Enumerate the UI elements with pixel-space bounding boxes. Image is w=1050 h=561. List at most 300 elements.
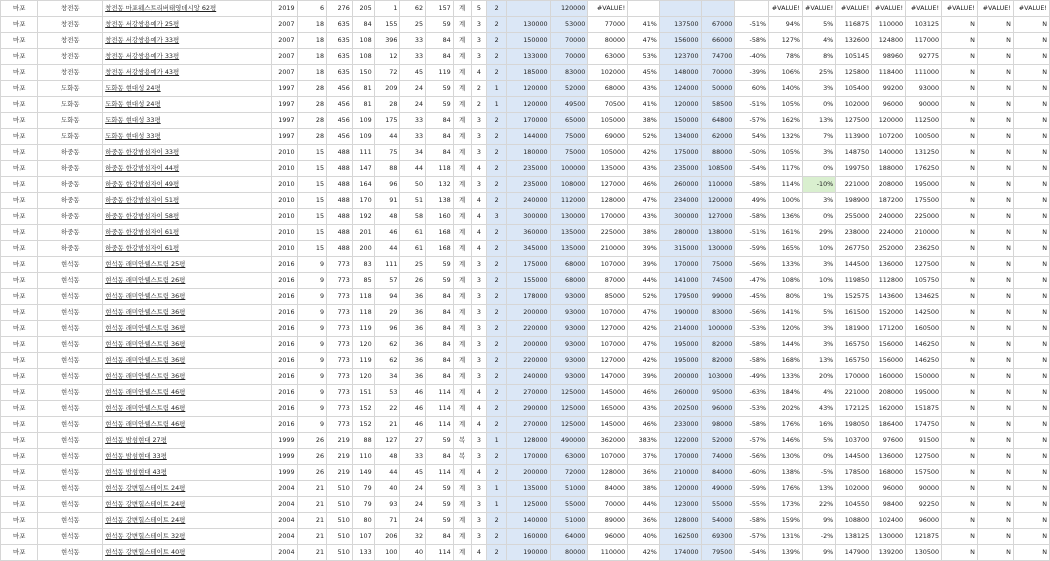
table-cell[interactable]: 2	[487, 529, 507, 545]
table-cell[interactable]: 21	[297, 497, 327, 513]
table-cell[interactable]: -58%	[735, 177, 769, 193]
table-cell[interactable]: 96000	[872, 97, 906, 113]
table-cell[interactable]: 80000	[550, 545, 588, 561]
table-cell[interactable]: 44	[374, 241, 400, 257]
table-cell[interactable]: 60%	[735, 81, 769, 97]
table-cell[interactable]: N	[942, 481, 978, 497]
table-cell[interactable]: 현석동 강변힐스테이트 24평	[103, 513, 271, 529]
table-cell[interactable]: 29%	[803, 225, 836, 241]
table-cell[interactable]: N	[942, 497, 978, 513]
table-cell[interactable]: 2010	[271, 209, 297, 225]
table-cell[interactable]: 15	[297, 209, 327, 225]
table-cell[interactable]: 136000	[872, 449, 906, 465]
table-cell[interactable]: 71	[374, 513, 400, 529]
table-cell[interactable]: 83000	[550, 65, 588, 81]
table-cell[interactable]: 132600	[836, 33, 872, 49]
table-cell[interactable]: 1999	[271, 433, 297, 449]
table-cell[interactable]: 계	[453, 289, 471, 305]
table-cell[interactable]: 198050	[836, 417, 872, 433]
table-cell[interactable]: 83	[352, 257, 374, 273]
table-cell[interactable]: 120000	[507, 81, 551, 97]
table-cell[interactable]: 4	[471, 241, 487, 257]
table-cell[interactable]: 117000	[906, 33, 942, 49]
table-cell[interactable]: 106%	[769, 65, 803, 81]
table-cell[interactable]: 2	[487, 145, 507, 161]
table-cell[interactable]: 178000	[507, 289, 551, 305]
table-cell[interactable]: -51%	[735, 225, 769, 241]
table-cell[interactable]: 219	[327, 449, 353, 465]
table-cell[interactable]: 75	[374, 145, 400, 161]
table-cell[interactable]: N	[942, 353, 978, 369]
table-cell[interactable]: 210000	[588, 241, 628, 257]
table-cell[interactable]: 하중동 한강밤섬자이 61평	[103, 241, 271, 257]
table-cell[interactable]: 33	[400, 33, 426, 49]
table-cell[interactable]: 151875	[906, 401, 942, 417]
table-cell[interactable]: N	[1013, 225, 1049, 241]
table-cell[interactable]: 70500	[588, 97, 628, 113]
table-cell[interactable]: 59	[426, 97, 454, 113]
table-cell[interactable]: 3	[471, 113, 487, 129]
table-cell[interactable]	[701, 1, 735, 17]
table-cell[interactable]: 2010	[271, 145, 297, 161]
table-cell[interactable]: 175000	[659, 145, 701, 161]
table-cell[interactable]: 3	[471, 129, 487, 145]
table-cell[interactable]: #VALUE!	[1013, 1, 1049, 17]
table-cell[interactable]: 173%	[769, 497, 803, 513]
table-cell[interactable]: 3	[471, 513, 487, 529]
table-cell[interactable]: 240000	[507, 193, 551, 209]
table-cell[interactable]: N	[942, 417, 978, 433]
table-cell[interactable]: 70000	[550, 33, 588, 49]
table-cell[interactable]: 마포	[1, 49, 38, 65]
table-cell[interactable]: 29	[374, 305, 400, 321]
table-cell[interactable]: N	[977, 449, 1013, 465]
table-cell[interactable]: 계	[453, 305, 471, 321]
table-cell[interactable]: 148000	[659, 65, 701, 81]
table-cell[interactable]: 2	[487, 65, 507, 81]
table-cell[interactable]: 138%	[769, 465, 803, 481]
table-cell[interactable]: 99200	[872, 81, 906, 97]
table-cell[interactable]: 3	[471, 289, 487, 305]
table-cell[interactable]: N	[977, 97, 1013, 113]
table-cell[interactable]: N	[1013, 97, 1049, 113]
table-cell[interactable]: N	[942, 273, 978, 289]
table-cell[interactable]: 150	[352, 65, 374, 81]
table-cell[interactable]: 5	[471, 1, 487, 17]
table-cell[interactable]: 복	[453, 449, 471, 465]
table-cell[interactable]: 2016	[271, 273, 297, 289]
table-cell[interactable]: N	[1013, 113, 1049, 129]
table-cell[interactable]: 107000	[588, 257, 628, 273]
table-cell[interactable]: 174000	[659, 545, 701, 561]
table-cell[interactable]: 현석동	[38, 353, 103, 369]
table-cell[interactable]: 2007	[271, 49, 297, 65]
table-cell[interactable]: 0%	[803, 97, 836, 113]
table-cell[interactable]: 현석동 밤섬현대 43평	[103, 465, 271, 481]
table-cell[interactable]: 28	[374, 97, 400, 113]
table-cell[interactable]: 110000	[872, 17, 906, 33]
table-cell[interactable]: 현석동	[38, 337, 103, 353]
table-cell[interactable]: 3%	[803, 321, 836, 337]
table-cell[interactable]: 64800	[701, 113, 735, 129]
table-cell[interactable]: 84	[426, 33, 454, 49]
table-cell[interactable]: 1	[487, 97, 507, 113]
table-cell[interactable]: 마포	[1, 305, 38, 321]
table-cell[interactable]: 68000	[588, 81, 628, 97]
table-cell[interactable]: 도화동 현대성 33평	[103, 113, 271, 129]
table-cell[interactable]: 현석동	[38, 481, 103, 497]
table-cell[interactable]: N	[942, 49, 978, 65]
table-cell[interactable]: 계	[453, 17, 471, 33]
table-cell[interactable]: 15	[297, 145, 327, 161]
table-cell[interactable]: N	[942, 385, 978, 401]
table-cell[interactable]: 9	[297, 337, 327, 353]
table-cell[interactable]: N	[1013, 465, 1049, 481]
table-cell[interactable]: N	[977, 161, 1013, 177]
table-cell[interactable]: 46	[400, 385, 426, 401]
table-cell[interactable]: -47%	[735, 273, 769, 289]
table-cell[interactable]: 195000	[659, 353, 701, 369]
table-cell[interactable]: 18	[297, 17, 327, 33]
table-cell[interactable]: 24	[400, 81, 426, 97]
table-cell[interactable]: -51%	[735, 97, 769, 113]
table-cell[interactable]: 123000	[659, 497, 701, 513]
table-cell[interactable]: 59	[426, 497, 454, 513]
table-cell[interactable]: 2016	[271, 353, 297, 369]
table-cell[interactable]: 창전동 서강쌍용예가 25평	[103, 17, 271, 33]
table-cell[interactable]: 210000	[659, 465, 701, 481]
table-cell[interactable]: 121875	[906, 529, 942, 545]
table-cell[interactable]: 하중동 한강밤섬자이 44평	[103, 161, 271, 177]
table-cell[interactable]: 44%	[628, 497, 660, 513]
table-cell[interactable]: 300000	[659, 209, 701, 225]
table-cell[interactable]: 52000	[701, 433, 735, 449]
table-cell[interactable]: 현석동	[38, 369, 103, 385]
table-cell[interactable]: 40%	[628, 529, 660, 545]
table-cell[interactable]: 98000	[701, 417, 735, 433]
table-cell[interactable]: N	[1013, 273, 1049, 289]
table-cell[interactable]: N	[942, 209, 978, 225]
table-cell[interactable]: 3%	[803, 257, 836, 273]
table-cell[interactable]: 205	[352, 1, 374, 17]
table-cell[interactable]: 마포	[1, 545, 38, 561]
table-cell[interactable]: 44	[374, 465, 400, 481]
table-cell[interactable]: 마포	[1, 193, 38, 209]
table-cell[interactable]: 108000	[550, 177, 588, 193]
table-cell[interactable]: 2	[487, 1, 507, 17]
table-cell[interactable]: N	[942, 97, 978, 113]
table-cell[interactable]: 마포	[1, 241, 38, 257]
table-cell[interactable]: 195000	[659, 337, 701, 353]
table-cell[interactable]: 315000	[659, 241, 701, 257]
table-cell[interactable]: 128000	[588, 193, 628, 209]
table-cell[interactable]: 156000	[659, 33, 701, 49]
table-cell[interactable]: 104550	[836, 497, 872, 513]
table-cell[interactable]: 93000	[906, 81, 942, 97]
table-cell[interactable]: -58%	[735, 417, 769, 433]
table-cell[interactable]: 165750	[836, 353, 872, 369]
table-cell[interactable]: 635	[327, 65, 353, 81]
table-cell[interactable]: 3%	[803, 145, 836, 161]
table-cell[interactable]: 206	[374, 529, 400, 545]
table-cell[interactable]: 130000	[550, 209, 588, 225]
table-cell[interactable]: 159%	[769, 513, 803, 529]
table-cell[interactable]: -57%	[735, 529, 769, 545]
table-cell[interactable]: N	[977, 193, 1013, 209]
table-cell[interactable]: 61	[400, 241, 426, 257]
table-cell[interactable]: N	[1013, 545, 1049, 561]
table-cell[interactable]: N	[942, 305, 978, 321]
table-cell[interactable]: 마포	[1, 321, 38, 337]
table-cell[interactable]: 33	[400, 449, 426, 465]
table-cell[interactable]: 3	[471, 17, 487, 33]
table-cell[interactable]: 21	[297, 529, 327, 545]
table-cell[interactable]	[507, 1, 551, 17]
table-cell[interactable]: 107000	[588, 449, 628, 465]
table-cell[interactable]: 창전동	[38, 17, 103, 33]
table-cell[interactable]: 107000	[588, 305, 628, 321]
table-cell[interactable]: 635	[327, 17, 353, 33]
table-cell[interactable]: 현석동	[38, 321, 103, 337]
table-cell[interactable]: 53000	[550, 17, 588, 33]
table-cell[interactable]: 152000	[872, 305, 906, 321]
table-cell[interactable]: 160	[426, 209, 454, 225]
table-cell[interactable]: 92250	[906, 497, 942, 513]
table-cell[interactable]: 계	[453, 337, 471, 353]
table-cell[interactable]: 773	[327, 257, 353, 273]
table-cell[interactable]: 계	[453, 129, 471, 145]
table-cell[interactable]: 150000	[906, 369, 942, 385]
table-cell[interactable]: 80000	[588, 33, 628, 49]
table-cell[interactable]: 127000	[588, 353, 628, 369]
table-cell[interactable]: 135000	[550, 241, 588, 257]
table-cell[interactable]: 149	[352, 465, 374, 481]
table-cell[interactable]: 488	[327, 193, 353, 209]
table-cell[interactable]: #VALUE!	[872, 1, 906, 17]
table-cell[interactable]: 221000	[836, 385, 872, 401]
table-cell[interactable]: 144500	[836, 449, 872, 465]
table-cell[interactable]: 75000	[550, 129, 588, 145]
table-cell[interactable]: 63000	[550, 449, 588, 465]
table-cell[interactable]: 37%	[628, 449, 660, 465]
table-cell[interactable]: N	[942, 177, 978, 193]
table-cell[interactable]: 200	[352, 241, 374, 257]
table-cell[interactable]: 2019	[271, 1, 297, 17]
table-cell[interactable]: 79	[352, 481, 374, 497]
table-cell[interactable]: 2	[487, 129, 507, 145]
table-cell[interactable]: 도화동 현대성 33평	[103, 129, 271, 145]
table-cell[interactable]: 120000	[507, 97, 551, 113]
table-cell[interactable]: 34	[374, 369, 400, 385]
table-cell[interactable]: 214000	[659, 321, 701, 337]
table-cell[interactable]: 54000	[701, 513, 735, 529]
table-cell[interactable]: 84	[426, 129, 454, 145]
table-cell[interactable]: 현석동 래미안웰스트림 36평	[103, 337, 271, 353]
table-cell[interactable]: 3	[471, 305, 487, 321]
table-cell[interactable]: 현석동 래미안웰스트림 36평	[103, 369, 271, 385]
table-cell[interactable]: 84	[426, 49, 454, 65]
table-cell[interactable]: -59%	[735, 481, 769, 497]
table-cell[interactable]: #VALUE!	[942, 1, 978, 17]
table-cell[interactable]: 128000	[507, 433, 551, 449]
table-cell[interactable]: 49%	[735, 193, 769, 209]
table-cell[interactable]: 계	[453, 273, 471, 289]
table-cell[interactable]: 210000	[906, 225, 942, 241]
table-cell[interactable]: 마포	[1, 145, 38, 161]
table-cell[interactable]: 2	[487, 241, 507, 257]
table-cell[interactable]: 9%	[803, 513, 836, 529]
table-cell[interactable]: 마포	[1, 273, 38, 289]
table-cell[interactable]: N	[977, 81, 1013, 97]
table-cell[interactable]: 26	[297, 465, 327, 481]
table-cell[interactable]: 81	[352, 81, 374, 97]
table-cell[interactable]: 1	[487, 81, 507, 97]
table-cell[interactable]: 46	[400, 401, 426, 417]
table-cell[interactable]: 235000	[659, 161, 701, 177]
table-cell[interactable]: 2	[487, 449, 507, 465]
table-cell[interactable]: 90000	[906, 481, 942, 497]
table-cell[interactable]: N	[1013, 337, 1049, 353]
table-cell[interactable]: 70000	[701, 65, 735, 81]
table-cell[interactable]: 하중동 한강밤섬자이 49평	[103, 177, 271, 193]
table-cell[interactable]: N	[1013, 145, 1049, 161]
table-cell[interactable]: 3	[471, 273, 487, 289]
table-cell[interactable]: 2007	[271, 65, 297, 81]
table-cell[interactable]: 1997	[271, 97, 297, 113]
table-cell[interactable]: 88	[352, 433, 374, 449]
table-cell[interactable]: -56%	[735, 257, 769, 273]
table-cell[interactable]: 33	[400, 129, 426, 145]
table-cell[interactable]: 111	[352, 145, 374, 161]
table-cell[interactable]: 24	[400, 497, 426, 513]
table-cell[interactable]: 290000	[507, 401, 551, 417]
table-cell[interactable]: 94	[374, 289, 400, 305]
table-cell[interactable]: 120000	[659, 97, 701, 113]
table-cell[interactable]: 80%	[769, 289, 803, 305]
table-cell[interactable]: -2%	[803, 529, 836, 545]
table-cell[interactable]: 84000	[701, 465, 735, 481]
table-cell[interactable]: 3	[471, 529, 487, 545]
table-cell[interactable]: N	[977, 481, 1013, 497]
table-cell[interactable]: N	[942, 513, 978, 529]
table-cell[interactable]: 28	[297, 81, 327, 97]
table-cell[interactable]: #VALUE!	[836, 1, 872, 17]
table-cell[interactable]	[735, 1, 769, 17]
table-cell[interactable]: 255000	[836, 209, 872, 225]
table-cell[interactable]: 현석동 래미안웰스트림 25평	[103, 257, 271, 273]
table-cell[interactable]: 190000	[659, 305, 701, 321]
table-cell[interactable]: 162%	[769, 113, 803, 129]
table-cell[interactable]: 마포	[1, 289, 38, 305]
table-cell[interactable]: -60%	[735, 465, 769, 481]
table-cell[interactable]: 362000	[588, 433, 628, 449]
table-cell[interactable]: 127000	[588, 321, 628, 337]
table-cell[interactable]: 24	[400, 513, 426, 529]
table-cell[interactable]: 5%	[803, 17, 836, 33]
table-cell[interactable]: -5%	[803, 465, 836, 481]
table-cell[interactable]: 하중동	[38, 193, 103, 209]
table-cell[interactable]: 200000	[507, 305, 551, 321]
table-cell[interactable]: 15	[297, 177, 327, 193]
table-cell[interactable]: N	[977, 369, 1013, 385]
table-cell[interactable]: 마포	[1, 337, 38, 353]
table-cell[interactable]: 2	[487, 417, 507, 433]
table-cell[interactable]: 창전동	[38, 1, 103, 17]
table-cell[interactable]: 26	[400, 273, 426, 289]
table-cell[interactable]: 1997	[271, 129, 297, 145]
table-cell[interactable]: 132%	[769, 129, 803, 145]
table-cell[interactable]: N	[977, 65, 1013, 81]
table-cell[interactable]: 4	[471, 385, 487, 401]
table-cell[interactable]: N	[942, 337, 978, 353]
table-cell[interactable]: 72000	[550, 465, 588, 481]
table-cell[interactable]: N	[942, 113, 978, 129]
table-cell[interactable]: 3	[471, 337, 487, 353]
table-cell[interactable]: 84	[426, 337, 454, 353]
table-cell[interactable]: 22	[374, 401, 400, 417]
table-cell[interactable]: N	[1013, 321, 1049, 337]
table-cell[interactable]: N	[977, 49, 1013, 65]
table-cell[interactable]: 124800	[872, 33, 906, 49]
table-cell[interactable]: 233000	[659, 417, 701, 433]
table-cell[interactable]: 119	[426, 65, 454, 81]
table-cell[interactable]: 118	[352, 305, 374, 321]
table-cell[interactable]: 134625	[906, 289, 942, 305]
table-cell[interactable]: 2004	[271, 497, 297, 513]
table-cell[interactable]: 79	[352, 497, 374, 513]
table-cell[interactable]: 96000	[872, 481, 906, 497]
table-cell[interactable]: 45	[400, 465, 426, 481]
table-cell[interactable]: 300000	[507, 209, 551, 225]
table-cell[interactable]: 170	[352, 193, 374, 209]
table-cell[interactable]: 234000	[659, 193, 701, 209]
table-cell[interactable]: 162500	[659, 529, 701, 545]
table-cell[interactable]: 181900	[836, 321, 872, 337]
table-cell[interactable]: 2007	[271, 17, 297, 33]
table-cell[interactable]: 2010	[271, 241, 297, 257]
table-cell[interactable]: 3	[471, 145, 487, 161]
table-cell[interactable]: 224000	[872, 225, 906, 241]
table-cell[interactable]: 마포	[1, 161, 38, 177]
table-cell[interactable]: 13%	[803, 113, 836, 129]
table-cell[interactable]: -54%	[735, 161, 769, 177]
table-cell[interactable]: 0%	[803, 449, 836, 465]
table-cell[interactable]: #VALUE!	[588, 1, 628, 17]
table-cell[interactable]: 창전동 서강쌍용예가 33평	[103, 49, 271, 65]
table-cell[interactable]: 98400	[872, 497, 906, 513]
table-cell[interactable]: 13%	[803, 481, 836, 497]
table-cell[interactable]: 488	[327, 145, 353, 161]
table-cell[interactable]: 107	[352, 529, 374, 545]
table-cell[interactable]: 3	[471, 481, 487, 497]
table-cell[interactable]: 3	[471, 49, 487, 65]
table-cell[interactable]: 510	[327, 497, 353, 513]
table-cell[interactable]: 260000	[659, 177, 701, 193]
table-cell[interactable]: 4	[471, 161, 487, 177]
table-cell[interactable]: 84	[426, 353, 454, 369]
table-cell[interactable]: 15	[297, 193, 327, 209]
table-cell[interactable]: 114	[426, 385, 454, 401]
table-cell[interactable]: 47%	[628, 33, 660, 49]
table-cell[interactable]: N	[1013, 449, 1049, 465]
table-cell[interactable]: 124000	[659, 81, 701, 97]
table-cell[interactable]: 하중동 한강밤섬자이 51평	[103, 193, 271, 209]
table-cell[interactable]: 하중동	[38, 225, 103, 241]
table-cell[interactable]: 112800	[872, 273, 906, 289]
table-cell[interactable]: 267750	[836, 241, 872, 257]
table-cell[interactable]: 1999	[271, 465, 297, 481]
table-cell[interactable]: 96000	[588, 529, 628, 545]
